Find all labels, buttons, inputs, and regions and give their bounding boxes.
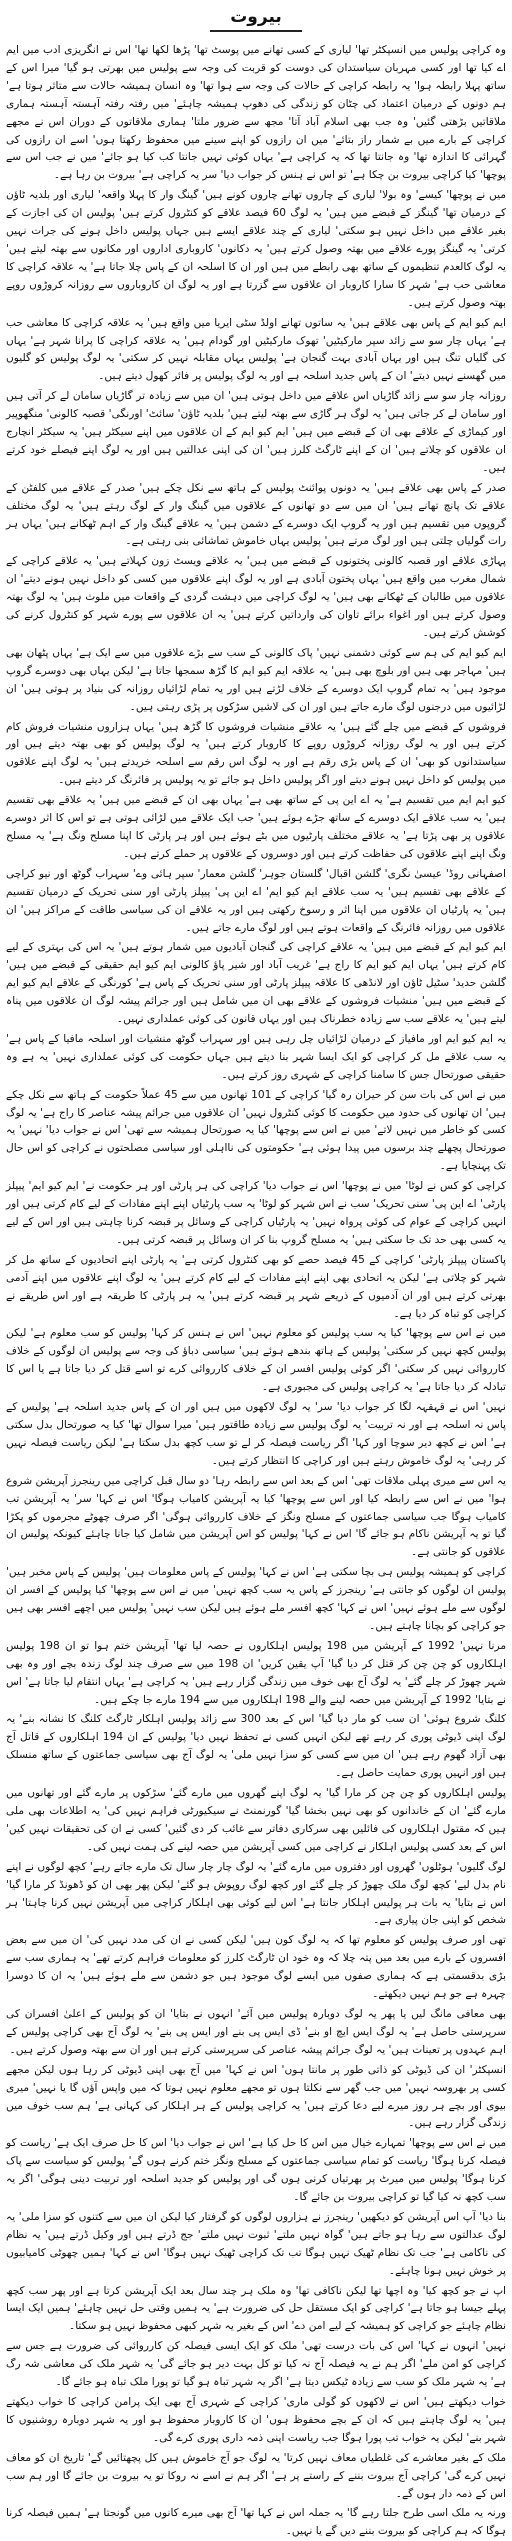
article-paragraph: ملک کے بغیر معاشرے کی غلطیاں معاف نہیں کرتا' یہ لوگ جو آج خاموش ہیں کل پچھتائیں گے' تاریخ ان کو معاف نہیں کرے گی' کراچی آج بیروت بننے کے راستے پر ہے' اگر ہم نے اسے نہ روکا تو یہ بیروت بن جائے گا اور ہم سب اس کے ذمہ دار ہوں گے۔ xyxy=(6,2451,506,2500)
article-paragraph: میں نے اس سے پوچھا' کیا یہ سب پولیس کو معلوم نہیں' اس نے ہنس کر کہا' پولیس کو سب معلوم ہے' لیکن پولیس کچھ نہیں کر سکتی' پولیس کے ہاتھ بندھے ہوئے ہیں' سیاسی دباؤ کی وجہ سے پولیس ان لوگوں کے خلاف کارروائی نہیں کر سکتی' اگر کوئی پولیس افسر ان کے خلاف کارروائی کرے تو اسے قتل کر دیا جاتا ہے یا اس کا تبادلہ کر دیا جاتا ہے' یہ کراچی پولیس کی مجبوری ہے۔ xyxy=(6,1327,506,1394)
article-paragraph: یہ اس سے میری پہلی ملاقات تھی' اس کے بعد اس سے رابطہ رہا' دو سال قبل کراچی میں رینجرز آپریشن شروع ہوا' میں نے اس سے رابطہ کیا اور اس سے پوچھا' کیا یہ آپریشن کامیاب ہوگا' اس نے کہا' سر' یہ آپریشن تب کامیاب ہوگا جب سیاسی جماعتوں کے مسلح ونگز کے خلاف کارروائی ہوگی' اگر صرف چھوٹے مجرموں کو پکڑا گیا تو یہ آپریشن ناکام ہو جائے گا' اس نے کہا' پولیس کو اس آپریشن میں شامل کیا جانا چاہئے کیونکہ پولیس ان علاقوں کو جانتی ہے۔ xyxy=(6,1474,506,1559)
article-paragraph: لوگ گلیوں' ہوٹلوں' گھروں اور دفتروں میں مارے گئے' یہ لوگ چار چار سال تک مارے جاتے رہے' کچھ لوگوں نے اپنے نام بدل لیے' کچھ لوگ ملک چھوڑ کر چلے گئے اور کچھ لوگ روپوش ہو گئے' لیکن پھر بھی ان کو ڈھونڈ کر مارا گیا' اس نے بتایا' یہ بات ہر پولیس اہلکار جانتا ہے' اس لیے کوئی بھی اہلکار کراچی میں آپریشن نہیں کرنا چاہتا' ہر شخص کو اپنی جان پیاری ہے۔ xyxy=(6,1860,506,1927)
article-paragraph: کراچی کو کس نے لوٹا' میں نے پوچھا' اس نے جواب دیا' کراچی کی ہر پارٹی اور ہر حکومت نے' ایم کیو ایم' پیپلز پارٹی' اے این پی' سنی تحریک' سب نے اس شہر کو لوٹا' یہ سب پارٹیاں اپنے اپنے مفادات کے لیے کام کرتی ہیں اور انہیں کراچی کے عوام کی کوئی پرواہ نہیں' یہ پارٹیاں کراچی کے وسائل پر قبضہ کرنا چاہتی ہیں اور اس کے لیے یہ کسی بھی حد تک جا سکتی ہیں' یہ مسلح گروپ بنا کر ان وسائل پر قبضہ کرتی ہیں۔ xyxy=(6,1180,506,1246)
article-paragraph: نہیں' انہوں نے کہا' اس کی بات درست تھی' ملک کو ایک ایسی فیصلہ کن کارروائی کی ضرورت ہے جس سے کراچی کو امن ملے' اگر ہم نے یہ فیصلہ آج نہ کیا تو کل بہت دیر ہو جائے گی' یہ شہر ملک کی معاشی شہ رگ ہے' یہ شہر ملک کو سب سے زیادہ ٹیکس دیتا ہے' اگر یہ شہر تباہ ہو گیا تو پورا ملک تباہ ہو جائے گا۔ xyxy=(6,2340,506,2389)
article-paragraph: میں نے پوچھا' کیسے' وہ بولا' لیاری کے چاروں تھانے چاروں کونے ہیں' گینگ وار کا پہلا واقعہ' لیاری اور بلدیہ ٹاؤن کے درمیان تھا' گینگز کے قبضے میں ہیں' یہ لوگ 60 فیصد علاقے کو کنٹرول کرتے ہیں' پولیس ان کی اجازت کے بغیر علاقے میں داخل نہیں ہو سکتی' لیاری کے چند علاقے ایسے ہیں جہاں پولیس داخل ہونے کی جرات نہیں کرتی' یہ گینگز پورے علاقے میں بھتہ وصول کرتے ہیں' یہ دکانوں' کاروباری اداروں اور مکانوں سے بھتہ لیتے ہیں' یہ لوگ کالعدم تنظیموں کے ساتھ بھی رابطے میں ہیں اور ان کا اسلحہ ان کے پاس چلا جاتا ہے' یہ علاقہ کراچی کا معاشی حب ہے' شہر کا سارا کاروبار ان علاقوں سے گزرتا ہے اور یہ لوگ ان کاروباروں سے روزانہ کروڑوں روپے بھتہ وصول کرتے ہیں۔ xyxy=(6,189,506,309)
article-paragraph: خواب دیکھتے ہیں' اس نے لاکھوں کو گولی ماری' کراچی کے شہری آج بھی ایک پرامن کراچی کا خواب دیکھتے ہیں' یہ لوگ چاہتے ہیں کہ ان کے بچے محفوظ ہوں' ان کا کاروبار محفوظ ہو اور یہ شہر دوبارہ روشنیوں کا شہر بنے' لیکن یہ خواب تب پورا ہوگا جب ریاست اپنی ذمہ داری پوری کرے گی۔ xyxy=(6,2396,506,2444)
article-paragraph: یہ ایم کیو ایم اور مافیاز کے درمیان لڑائیاں چل رہی ہیں اور سہراب گوٹھ منشیات اور اسلحہ مافیا کے پاس ہے' یہ سب علاقے مل کر کراچی کو ایک ایسا شہر بنا دیتے ہیں جہاں حکومت کی کوئی عملداری نہیں' یہ ہے وہ حقیقی صورتحال جس کا سامنا کراچی کے شہری روز کرتے ہیں۔ xyxy=(6,1032,506,1081)
article-paragraph: بھی معافی مانگ لیں یا پھر یہ لوگ دوبارہ پولیس میں آئے' انہوں نے بتایا' ان کو پولیس کے اعلیٰ افسران کی سرپرستی حاصل ہے' یہ لوگ ایس ایچ او بنے' ڈی ایس پی بنے اور ایس پی بنے' یہ لوگ آج بھی کراچی پولیس کے اہم عہدوں پر تعینات ہیں' یہ لوگ جرائم پیشہ عناصر کی سرپرستی کرتے ہیں اور ان سے بھتہ وصول کرتے ہیں۔ xyxy=(6,2007,506,2056)
article-paragraph: فروشوں کے قبضے میں چلے گئے ہیں' یہ علاقے منشیات فروشوں کا گڑھ ہیں' یہاں ہزاروں منشیات فروش کام کرتے ہیں اور یہ لوگ روزانہ کروڑوں روپے کا کاروبار کرتے ہیں' یہ لوگ پولیس کو بھی بھتہ دیتے ہیں اور سیاستدانوں کو بھی' ان کے پاس بڑی رقم ہے اور یہ لوگ اس رقم سے اسلحہ خریدتے ہیں' یہ لوگ اپنے علاقوں میں پولیس کو داخل نہیں ہونے دیتے اور اگر پولیس داخل ہو جائے تو یہ پولیس پر فائرنگ کر دیتے ہیں۔ xyxy=(6,720,506,787)
article-paragraph: وہ کراچی پولیس میں انسپکٹر تھا' لیاری کے کسی تھانے میں پوسٹ تھا' پڑھا لکھا تھا' اس نے انگریزی ادب میں ایم اے کیا تھا اور کسی مہربان سیاستدان کی دوست کو قربت کی وجہ سے پولیس میں بھرتی ہو گیا' میرا اس کے ساتھ پہلا رابطہ ہوا' یہ رابطہ کراچی کے حالات کی وجہ سے ہوا تھا' وہ انسان ہمیشہ حالات سے متاثر ہوتا ہے' ہم دونوں کے درمیان اعتماد کی چٹان کو زندگی کی دھوپ ہمیشہ چاہئے' میں رفتہ رفتہ آہستہ آہستہ ہماری ملاقاتیں بڑھتی گئیں' وہ جب بھی اسلام آباد آتا' مجھ سے ضرور ملتا' ہماری ملاقاتوں کے دوران اس نے مجھے کراچی کے بارے میں بے شمار راز بتائے' میں ان رازوں کو اپنے سینے میں محفوظ رکھتا ہوں' اسے ان رازوں کی گہرائی کا اندازہ تھا' وہ جانتا تھا کہ یہ کراچی ہے' یہاں کوئی نہیں جانتا کب کیا ہو جائے' میں نے جب اس سے پوچھا' کیا کراچی بیروت بن چکا ہے' تو اس نے ہنس کر جواب دیا' سر یہ کراچی ہے' بیروت بن رہا ہے۔ xyxy=(6,44,506,182)
article-paragraph: میں نے اس سے پوچھا' تمہارے خیال میں اس کا حل کیا ہے' اس نے جواب دیا' اس کا حل صرف ایک ہے' ریاست کو فیصلہ کرنا ہوگا' ریاست کو تمام سیاسی جماعتوں کے مسلح ونگز ختم کرنے ہوں گے' پولیس کو سیاست سے پاک کرنا ہوگا' پولیس میں میرٹ پر بھرتیاں کرنی ہوں گی اور پولیس کو جدید اسلحہ اور تربیت دینی ہوگی' اگر یہ سب کچھ نہ کیا گیا تو کراچی بیروت بن جائے گا۔ xyxy=(6,2137,506,2204)
article-paragraph: تھی اور صرف پولیس کو معلوم تھا کہ یہ لوگ کون ہیں' لیکن کسی نے ان کی مدد نہیں کی' ان میں سے بعض افسروں کے بارے میں بعد میں پتہ چلا کہ وہ خود ان ٹارگٹ کلرز کو معلومات فراہم کرتے تھے' یہ ہماری سب سے بڑی بدقسمتی ہے کہ ہماری صفوں میں ایسے لوگ موجود ہیں جو دشمن سے ملے ہوئے ہیں' یہ ان کا دوسرا چہرہ ہے جو ہم نہیں دیکھتے۔ xyxy=(6,1934,506,2001)
article-paragraph: انسپکٹر' ان کی ڈیوٹی کو ذاتی طور پر مانتا ہوں' اس نے کہا' میں آج بھی اپنی ڈیوٹی کر رہا ہوں لیکن مجھے کسی پر بھروسہ نہیں' میں جب گھر سے نکلتا ہوں تو مجھے معلوم نہیں ہوتا کہ میں واپس آؤں گا یا نہیں' میری بیوی اور بچے ہر روز میرے لیے دعا کرتے ہیں' یہ کراچی پولیس کے ہر اہلکار کی کہانی ہے' ہم سب خوف میں زندگی گزار رہے ہیں۔ xyxy=(6,2063,506,2130)
article-paragraph: پہاڑی علاقے اور قصبہ کالونی پختونوں کے قبضے میں ہیں' یہ علاقے ویسٹ زون کہلاتے ہیں' یہ علاقے کراچی کے شمال مغرب میں واقع ہیں' یہاں پختون آبادی ہے اور یہ لوگ اپنے علاقوں میں کسی کو داخل نہیں ہونے دیتے' ان علاقوں میں طالبان کے ٹھکانے بھی ہیں' یہ لوگ کراچی میں دہشت گردی کے واقعات میں ملوث ہیں' یہ لوگ بھتہ وصول کرتے ہیں اور اغواء برائے تاوان کی وارداتیں کرتے ہیں' یہ ان علاقوں سے پورے شہر کو کنٹرول کرنے کی کوشش کرتے ہیں۔ xyxy=(6,555,506,639)
article-body xyxy=(6,42,506,2541)
article-paragraph: بنا دیا' آپ اس آپریشن کو دیکھیں' رینجرز نے ہزاروں لوگوں کو گرفتار کیا لیکن ان میں سے کتنوں کو سزا ملی' یہ لوگ عدالتوں سے رہا ہو جاتے ہیں' گواہ نہیں ملتے' ثبوت نہیں ملتے' جج ڈرتے ہیں اور وکیل ڈرتے ہیں' یہ نظام کی ناکامی ہے' جب تک نظام ٹھیک نہیں ہوگا تب تک کراچی ٹھیک نہیں ہوگا' اس نے کہا' ہمیں چھوٹی کامیابیوں پر خوش نہیں ہونا چاہئے۔ xyxy=(6,2210,506,2277)
article-paragraph: پاکستان پیپلز پارٹی' کراچی کے 45 فیصد حصے کو بھی کنٹرول کرتی ہے' یہ پارٹی اپنے اتحادیوں کے ساتھ مل کر شہر کو چلاتی ہے' لیکن یہ اتحادی بھی اپنے اپنے مفادات کے لیے کام کرتے ہیں' یہ لوگ اپنے علاقوں میں اپنے آدمی بھرتی کرتے ہیں اور ان آدمیوں کے ذریعے شہر پر قبضہ کرتے ہیں' یہ ہر پارٹی کا طریقہ ہے اور اس طریقے نے کراچی کو تباہ کر دیا ہے۔ xyxy=(6,1253,506,1320)
article-paragraph: اصفہانی روڈ' عیسیٰ نگری' گلشن اقبال' گلستان جوہر' گلشن معمار' سپر ہائی وے' سہراب گوٹھ اور نیو کراچی کے علاقے بھی تقسیم ہیں' یہ سب علاقے ایم کیو ایم' اے این پی' پیپلز پارٹی اور سنی تحریک کے درمیان تقسیم ہیں' یہ پارٹیاں ان علاقوں میں اپنا اثر و رسوخ رکھتی ہیں اور یہ علاقے ان کی سیاسی طاقت کے مراکز ہیں' ان علاقوں میں روزانہ فائرنگ کے واقعات ہوتے ہیں اور لوگ مارے جاتے ہیں۔ xyxy=(6,867,506,934)
article-paragraph: ورنہ یہ ملک اسی طرح جلتا رہے گا' یہ جملہ اس نے کہا تھا' آج بھی میرے کانوں میں گونجتا ہے' ہمیں فیصلہ کرنا ہوگا کہ ہم کراچی کو بیروت بننے دیں گے یا نہیں۔ xyxy=(6,2507,506,2538)
article-paragraph: کراچی کو ہمیشہ پولیس ہی بچا سکتی ہے' اس نے کہا' پولیس کے پاس معلومات ہیں' پولیس کے پاس مخبر ہیں' پولیس ان لوگوں کو جانتی ہے' رینجرز کے پاس یہ سب کچھ نہیں' میں نے اس سے پوچھا' کیا پولیس کے افسر ان لوگوں سے ملے ہوئے نہیں' اس نے کہا' کچھ افسر ملے ہوئے ہیں لیکن سب نہیں' پولیس میں اچھے افسر بھی ہیں جو کراچی کو بچانا چاہتے ہیں۔ xyxy=(6,1566,506,1632)
article-paragraph: کیو ایم ایم میں تقسیم ہے' یہ اے این پی کے ساتھ بھی ہے' یہاں بھی ان کے قبضے میں ہیں' یہ علاقے بھی تقسیم ہیں' یہ سب علاقے ایک دوسرے کے ساتھ جڑے ہوئے ہیں' جب ایک علاقے میں لڑائی ہوتی ہے تو اس کا اثر دوسرے علاقوں پر بھی پڑتا ہے' یہ علاقے مختلف پارٹیوں میں بٹے ہوئے ہیں اور ہر پارٹی کا اپنا مسلح ونگ ہے' یہ مسلح ونگ اپنے اپنے علاقوں کی حفاظت کرتے ہیں اور دوسروں کے علاقوں پر حملے کرتے ہیں۔ xyxy=(6,794,506,860)
article-paragraph: اپ نے جو کچھ کیا' وہ اچھا تھا لیکن ناکافی تھا' وہ ملک ہر چند سال بعد ایک آپریشن کرتا ہے اور پھر سب کچھ پہلے جیسا ہو جاتا ہے' کراچی کو ایک مستقل حل کی ضرورت ہے' یہ ہمیں وقتی حل نہیں چاہئے' ہمیں ایک ایسا نظام چاہئے جو کراچی کو ہمیشہ کے لیے امن دے' اس کے بغیر یہ شہر کبھی محفوظ نہیں ہو سکتا۔ xyxy=(6,2284,506,2333)
article-paragraph: صدر کے پاس بھی علاقے ہیں' یہ دونوں پوائنٹ پولیس کے ہاتھ سے نکل چکے ہیں' صدر کے علاقے میں کلفٹن کے علاقے تک پانچ تھانے ہیں' ان میں سے دو تھانوں کے علاقوں میں گینگ وار کے لوگ رہتے ہیں' یہ لوگ مختلف گروپوں میں تقسیم ہیں اور یہ گروپ ایک دوسرے کے دشمن ہیں' یہ علاقے گینگ وار کے اہم ٹھکانے ہیں' یہاں ہر رات گولیاں چلتی ہیں اور لوگ مرتے ہیں' پولیس یہاں خاموش تماشائی بنی رہتی ہے۔ xyxy=(6,481,506,548)
article-paragraph: مرنا نہیں' 1992 کے آپریشن میں 198 پولیس اہلکاروں نے حصہ لیا تھا' آپریشن ختم ہوا تو ان 198 پولیس اہلکاروں کو چن چن کر قتل کر دیا گیا' آپ یقین کریں' ان 198 میں سے صرف چند لوگ زندہ بچے اور وہ بھی شہر چھوڑ کر چلے گئے' یہ لوگ آج بھی خوف میں زندگی گزار رہے ہیں' یہ کراچی ہے' یہاں انتقام لیا جاتا ہے' اس نے بتایا' 1992 کے آپریشن میں حصہ لینے والے 198 اہلکاروں میں سے 194 مارے جا چکے ہیں۔ xyxy=(6,1639,506,1706)
article-title: بیروت xyxy=(210,4,302,32)
article-paragraph: ایم کیو ایم کے پاس بھی علاقے ہیں' یہ ساتوں تھانے اولڈ سٹی ایریا میں واقع ہیں' یہ علاقہ کراچی کا معاشی حب ہے' یہاں چار سو سے زائد سپر مارکیٹیں' تھوک مارکیٹیں اور گودام ہیں' یہ علاقہ کراچی کا پرانا شہر ہے' یہاں کی گلیاں تنگ ہیں اور یہاں آبادی بہت گنجان ہے' پولیس یہاں مقابلہ نہیں کر سکتی' یہ لوگ پولیس کو گلیوں میں گھسنے نہیں دیتے' ان کے پاس جدید اسلحہ ہے اور یہ لوگ پولیس پر فائر کھول دیتے ہیں۔ xyxy=(6,316,506,383)
article-paragraph: پولیس اہلکاروں کو چن چن کر مارا گیا' یہ لوگ اپنے گھروں میں مارے گئے' سڑکوں پر مارے گئے اور تھانوں میں مارے گئے' ان کے خاندانوں کو بھی نہیں بخشا گیا' گورنمنٹ نے سیکیورٹی فراہم نہیں کی' یہ اطلاعات بھی ملی ہیں کہ مقتول اہلکاروں کی فائلیں بھی سرکاری دفاتر سے غائب کر دی گئیں' کسی نے ان کی تحقیقات نہیں کیں' اس کے بعد کسی پولیس اہلکار نے کراچی میں کسی آپریشن میں حصہ لینے کی ہمت نہیں کی۔ xyxy=(6,1787,506,1853)
article-paragraph: نہیں' اس نے قہقہہ لگا کر جواب دیا' سر' یہ لوگ لاکھوں میں ہیں اور ان کے پاس جدید اسلحہ ہے' پولیس کے پاس نہ اسلحہ ہے اور نہ تربیت' یہ لوگ پولیس سے زیادہ طاقتور ہیں' میرا سوال تھا' کیا یہ صورتحال بدل سکتی ہے' اس نے کچھ دیر سوچا اور کہا' اگر ریاست فیصلہ کر لے تو سب کچھ بدل سکتا ہے' لیکن ریاست فیصلہ نہیں کر رہی' یہ لوگ خاموش رہتے ہیں اور کراچی کا انتظار کرتے ہیں۔ xyxy=(6,1401,506,1467)
article-paragraph: روزانہ چار سو سے زائد گاڑیاں اس علاقے میں داخل ہوتی ہیں' ان میں سے زیادہ تر گاڑیاں سامان لے کر آتی ہیں اور سامان لے کر جاتی ہیں' یہ لوگ ہر گاڑی سے بھتہ لیتے ہیں' بلدیہ ٹاؤن' سائٹ' اورنگی' قصبہ کالونی' منگھوپیر اور کیماڑی کے علاقے بھی ان کے قبضے میں ہیں' ایم کیو ایم کے ان علاقوں میں اپنے سیکٹر ہیں' یہ سیکٹر انچارج ان علاقوں کو چلاتے ہیں' ان کے اپنے ٹارگٹ کلرز ہیں' ان کی اپنی عدالتیں ہیں اور یہ لوگ اپنے فیصلے خود کرتے ہیں۔ xyxy=(6,390,506,474)
article-paragraph: ایم کیو ایم کی ہم سے کوئی دشمنی نہیں' پاک کالونی کے سب سے بڑے علاقوں میں سے ایک ہے' یہاں پٹھان بھی ہیں' مہاجر بھی ہیں اور بلوچ بھی ہیں' یہ علاقہ ایم کیو ایم کا گڑھ سمجھا جاتا ہے' لیکن یہاں بھی دوسرے گروپ موجود ہیں' یہ تمام گروپ ایک دوسرے کے خلاف لڑتے ہیں اور یہ تمام لڑائیاں روزانہ کی بنیاد پر ہوتی ہیں' ان لڑائیوں میں درجنوں لوگ مارے جاتے ہیں اور ان کی لاشیں سڑکوں پر پڑی رہتی ہیں۔ xyxy=(6,646,506,713)
article-paragraph: کلنگ شروع ہوئی' ان سب کو مار دیا گیا' اس کے بعد 300 سے زائد پولیس اہلکار ٹارگٹ کلنگ کا نشانہ بنے' یہ لوگ اپنی ڈیوٹی پوری کر رہے تھے لیکن انہیں کسی نے تحفظ نہیں دیا' پولیس کے ان 194 اہلکاروں کے قاتل آج بھی آزاد گھوم رہے ہیں' ان میں سے کسی کو سزا نہیں ملی' یہ لوگ آج بھی سیاسی جماعتوں کے ساتھ منسلک ہیں اور انہیں پوری حمایت حاصل ہے۔ xyxy=(6,1713,507,1780)
title-area xyxy=(6,4,506,34)
article-paragraph: ایم کیو ایم کے قبضے میں ہیں' یہ علاقے کراچی کی گنجان آبادیوں میں شمار ہوتے ہیں' یہ اس کی بہتری کے لیے کام کرتے ہیں' یہاں ایم کیو ایم کا راج ہے' غریب آباد اور شیر پاؤ کالونی ایم کیو ایم حقیقی کے قبضے میں ہیں' گلشن حدید' سٹیل ٹاؤن اور لانڈھی کا علاقہ پیپلز پارٹی اور سنی تحریک کے پاس ہے' کورنگی کے علاقے ایم کیو ایم کے قبضے میں ہیں' منشیات فروشوں کے علاقے بھی ان میں شامل ہیں اور جرائم پیشہ لوگ ان علاقوں میں پناہ لیتے ہیں' یہ علاقے سب سے زیادہ خطرناک ہیں اور یہاں قانون کی کوئی عملداری نہیں۔ xyxy=(6,941,506,1026)
article-paragraph: میں نے اس کی بات سن کر حیران رہ گیا' کراچی کے 101 تھانوں میں سے 45 عملاً حکومت کے ہاتھ سے نکل چکے ہیں' ان تھانوں کی حدود میں حکومت کا کوئی کنٹرول نہیں' ان علاقوں میں جرائم پیشہ عناصر کا راج ہے' یہ لوگ کسی کو خاطر میں نہیں لاتے' میں نے اس سے پوچھا' کیا یہ صورتحال ہمیشہ سے تھی' اس نے جواب دیا' نہیں' یہ صورتحال پچھلے چند برسوں میں پیدا ہوئی ہے' حکومتوں کی نااہلی اور سیاسی مصلحتوں نے کراچی کو اس حال تک پہنچایا ہے۔ xyxy=(6,1088,506,1173)
